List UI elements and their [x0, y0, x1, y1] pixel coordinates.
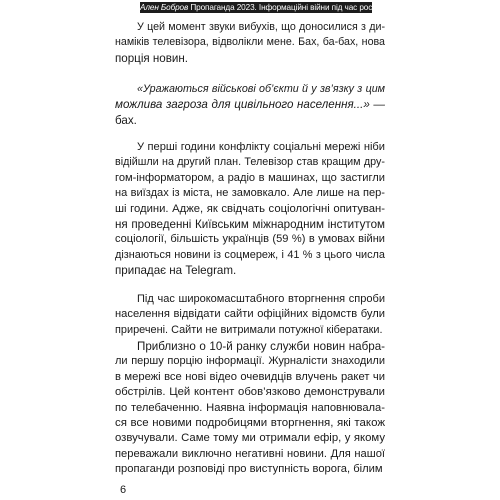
text-line: в мережі все нові відео очевидців влучень ракет чи [115, 370, 385, 383]
text-line: соціології, більшість українців (59 %) в умовах війни [115, 233, 385, 246]
text-line: У перші години конфлікту соціальні мережі ніби [137, 141, 385, 153]
text-line: гом-інформатором, а радіо в машинах, що застигли [115, 171, 385, 184]
text-line: озвучували. Саме тому ми отримали ефір, у якому [115, 432, 385, 445]
text-line: на виїздах із міста, не замовкало. Але лише на пер- [115, 187, 385, 200]
text-line: переважали виключно негативні новини. Для нашої [115, 447, 385, 460]
text-line: порція новин. [115, 51, 188, 65]
running-header [140, 2, 424, 13]
paragraph [115, 339, 385, 478]
text-line: припадає на Telegram. [115, 264, 237, 278]
text-line: «Уражаються військові об’єкти й у зв’язку з цим [137, 83, 385, 95]
header-author: Ален Бобров [140, 3, 189, 12]
text-line: обстрілів. Цей контент обов’язково демонстрували [115, 386, 385, 399]
paragraph [115, 140, 385, 279]
text-line: ші години. Адже, як свідчать соціологічні опитуван- [115, 202, 385, 215]
text-line: дізнаються новини із соцмереж, і 41 % з цього числа [115, 248, 385, 261]
text-line: бах. [115, 113, 137, 127]
text-line: відійшли на другий план. Телевізор став кращим дру- [115, 156, 385, 169]
text-line: по телебаченню. Наявна інформація наповнювала- [115, 401, 385, 414]
text-line: Приблизно о 10-й ранку служби новин набра- [137, 340, 385, 353]
paragraph [115, 20, 385, 66]
text-line: приречені. Сайти не витримали потужної кібератаки. [115, 323, 383, 336]
text-line: ня проведенні Київським міжнародним інститутом [115, 217, 385, 231]
text-line: населення відвідати сайти офіційних відомств були [115, 308, 385, 321]
text-line: Під час широкомасштабного вторгнення спроби [137, 293, 385, 305]
header-title: Пропаганда 2023. Інформаційні війни під час російської агресії [188, 3, 424, 12]
text-line: У цей момент звуки вибухів, що доносилися з ди- [137, 21, 385, 33]
text-line: ся все новими подробицями вторгнення, які також [115, 416, 385, 429]
page-number: 6 [120, 484, 127, 496]
paragraph [115, 292, 385, 338]
text-line: ли першу порцію інформації. Журналісти знаходили [115, 355, 385, 368]
text-line: пропаганди розповіді про виступність ворога, білим [115, 463, 383, 476]
text-line: можлива загроза для цивільного населення...» — [115, 98, 385, 112]
text-line: наміків телевізора, відволікли мене. Бах, ба-бах, нова [115, 36, 385, 49]
quote-paragraph [115, 82, 385, 128]
